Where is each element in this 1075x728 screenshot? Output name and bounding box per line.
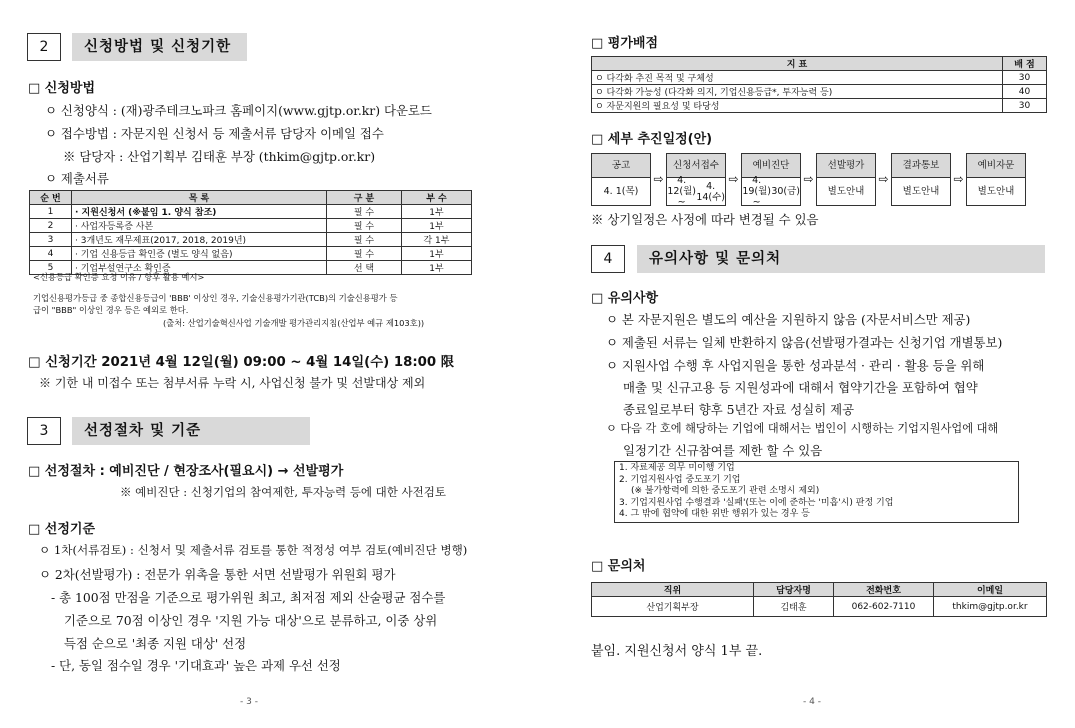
- table-row: [592, 85, 1047, 99]
- section-4-title: 유의사항 및 문의처: [637, 245, 1045, 273]
- flow-date-1: 4. 1: [603, 186, 622, 197]
- flow-step-apply: [666, 153, 726, 206]
- cell: 2: [30, 219, 72, 233]
- documents-header-row: [30, 191, 472, 205]
- cell: 1: [30, 205, 72, 219]
- cell: 062-602-7110: [834, 597, 934, 617]
- documents-header: 부 수: [402, 191, 472, 205]
- caution-2: ㅇ 제출된 서류는 일체 반환하지 않음(선발평가결과는 신청기업 개별통보): [606, 335, 1003, 350]
- score-header: 지 표: [592, 57, 1003, 71]
- flow-date-2: (목): [621, 186, 639, 197]
- restriction-item: (※ 불가항력에 의한 중도포기 관련 소명시 제외): [631, 486, 820, 497]
- arrow-right-icon: ⇨: [878, 172, 889, 186]
- contact-heading: □ 문의처: [591, 559, 646, 574]
- flow-title-1: 신청서: [673, 160, 701, 171]
- section-2-number: 2: [27, 33, 61, 61]
- criteria-4: 기준으로 70점 이상인 경우 '지원 가능 대상'으로 분류하고, 이중 상위: [64, 613, 438, 628]
- score-header-row: [592, 57, 1047, 71]
- score-header: 배 점: [1003, 57, 1047, 71]
- schedule-flow: [591, 153, 1026, 206]
- cell: 각 1부: [402, 233, 472, 247]
- cell: · 기업 신용등급 확인증 (별도 양식 없음): [72, 247, 327, 261]
- flow-step-date: [667, 175, 726, 208]
- section-2-title: 신청방법 및 신청기한: [72, 33, 247, 61]
- caution-3b: 매출 및 신규고용 등 지원성과에 대해서 협약기간을 포함하여 협약: [623, 380, 978, 395]
- caution-4a: ㅇ 다음 각 호에 해당하는 기업에 대해서는 법인이 시행하는 기업지원사업에 대해: [606, 422, 999, 435]
- contact-table: [591, 582, 1047, 617]
- restriction-box: [614, 461, 1019, 523]
- caution-3a: ㅇ 지원사업 수행 후 사업지원을 통한 성과분석 · 관리 · 활용 등을 위해: [606, 358, 985, 373]
- flow-step-date: 별도안내: [902, 186, 940, 197]
- attachment-note: 붙임. 지원신청서 양식 1부 끝.: [591, 644, 763, 659]
- cell: ㅇ 다각화 가능성 (다각화 의지, 기업신용등급*, 투자능력 등): [592, 85, 1003, 99]
- arrow-right-icon: ⇨: [803, 172, 814, 186]
- arrow-right-icon: ⇨: [953, 172, 964, 186]
- credit-note-line-2: 급이 "BBB" 이상인 경우 등은 예외로 한다.: [33, 305, 189, 315]
- score-table: [591, 56, 1047, 113]
- contact-header: 담당자명: [754, 583, 834, 597]
- procedure-heading: □ 선정절차 : 예비진단 / 현장조사(필요시) → 선발평가: [28, 464, 344, 479]
- criteria-6: - 단, 동일 점수일 경우 '기대효과' 높은 과제 우선 선정: [51, 658, 341, 673]
- flow-step-date: 별도안내: [827, 186, 865, 197]
- flow-step-result: [891, 153, 951, 206]
- criteria-5: 득점 순으로 '최종 지원 대상' 선정: [64, 636, 247, 651]
- cell: 1부: [402, 261, 472, 275]
- cell: 필 수: [327, 233, 402, 247]
- cell: 선 택: [327, 261, 402, 275]
- cell: 필 수: [327, 205, 402, 219]
- cell: 필 수: [327, 219, 402, 233]
- method-form: ㅇ 신청양식 : (재)광주테크노파크 홈페이지(www.gjtp.or.kr) 다운로드: [45, 103, 432, 118]
- flow-step-consulting: [966, 153, 1026, 206]
- method-submit: ㅇ 접수방법 : 자문지원 신청서 등 제출서류 담당자 이메일 접수: [45, 126, 384, 141]
- page-4: [538, 0, 1075, 728]
- section-4-number: 4: [591, 245, 625, 273]
- restriction-item: 3. 기업지원사업 수행결과 '실패'(또는 이에 준하는 '미흡'시) 판정 기업: [619, 497, 894, 508]
- arrow-right-icon: ⇨: [728, 172, 739, 186]
- cell: 1부: [402, 205, 472, 219]
- cell: · 3개년도 재무제표(2017, 2018, 2019년): [72, 233, 327, 247]
- flow-step-date: [592, 178, 650, 205]
- cell: ㅇ 다각화 추진 목적 및 구체성: [592, 71, 1003, 85]
- contact-header: 이메일: [934, 583, 1047, 597]
- section-3-number: 3: [27, 417, 61, 445]
- procedure-note: ※ 예비진단 : 신청기업의 참여제한, 투자능력 등에 대한 사전검토: [120, 485, 446, 499]
- cell: 4: [30, 247, 72, 261]
- restriction-item: 2. 기업지원사업 중도포기 기업: [619, 474, 741, 485]
- contact-header: 전화번호: [834, 583, 934, 597]
- flow-step-title: 공고: [592, 154, 650, 178]
- cell: 1부: [402, 219, 472, 233]
- flow-step-title: 예비자문: [967, 154, 1025, 178]
- cell: 필 수: [327, 247, 402, 261]
- deadline-note: ※ 기한 내 미접수 또는 첨부서류 누락 시, 사업신청 불가 및 선발대상 제외: [39, 376, 426, 390]
- criteria-heading: □ 선정기준: [28, 522, 96, 537]
- flow-date-2: 30(금): [771, 186, 800, 197]
- arrow-right-icon: ⇨: [653, 172, 664, 186]
- schedule-heading: □ 세부 추진일정(안): [591, 132, 713, 147]
- flow-step-date: [742, 175, 800, 208]
- deadline-heading: □ 신청기간 2021년 4월 12일(월) 09:00 ~ 4월 14일(수) 18:00 限: [28, 355, 455, 370]
- contact-header: 직위: [592, 583, 754, 597]
- table-row: [592, 99, 1047, 113]
- criteria-2: ㅇ 2차(선발평가) : 전문가 위촉을 통한 서면 선발평가 위원회 평가: [39, 567, 396, 582]
- criteria-3: - 총 100점 만점을 기준으로 평가위원 최고, 최저점 제외 산술평균 점수를: [51, 590, 446, 605]
- documents-header: 순 번: [30, 191, 72, 205]
- flow-step-title: 결과통보: [892, 154, 950, 178]
- table-row: [30, 205, 472, 219]
- flow-step-title: 선발평가: [817, 154, 875, 178]
- method-contact: ※ 담당자 : 산업기획부 김태훈 부장 (thkim@gjtp.or.kr): [63, 149, 376, 164]
- credit-note-source: (출처: 산업기술혁신사업 기술개발 평가관리지침(산업부 예규 제103호)): [163, 318, 425, 328]
- table-row: [30, 219, 472, 233]
- method-docs: ㅇ 제출서류: [45, 171, 109, 186]
- credit-note-line-1: 기업신용평가등급 중 종합신용등급이 'BBB' 이상인 경우, 기술신용평가기관(TCB)의 기술신용평가 등: [33, 293, 398, 303]
- flow-date-1: 4. 12(월) ~: [667, 175, 696, 208]
- cell: 5: [30, 261, 72, 275]
- cell: ㅇ 자문지원의 필요성 및 타당성: [592, 99, 1003, 113]
- flow-title-2: 접수: [700, 160, 719, 171]
- flow-step-prediagnosis: [741, 153, 801, 206]
- flow-date-2: 4. 14(수): [696, 180, 726, 203]
- documents-header: 구 분: [327, 191, 402, 205]
- table-row: [30, 233, 472, 247]
- page-number: - 3 -: [240, 697, 258, 707]
- caution-4b: 일정기간 신규참여를 제한 할 수 있음: [623, 443, 823, 458]
- caution-heading: □ 유의사항: [591, 291, 659, 306]
- flow-step-date: 별도안내: [977, 186, 1015, 197]
- flow-step-announce: [591, 153, 651, 206]
- cell: · 기업부설연구소 확인증: [72, 261, 327, 275]
- cell: 40: [1003, 85, 1047, 99]
- restriction-item: 1. 자료제공 의무 미이행 기업: [619, 463, 735, 473]
- caution-1: ㅇ 본 자문지원은 별도의 예산을 지원하지 않음 (자문서비스만 제공): [606, 312, 971, 327]
- contact-header-row: [592, 583, 1047, 597]
- schedule-note: ※ 상기일정은 사정에 따라 변경될 수 있음: [591, 212, 819, 227]
- method-heading: □ 신청방법: [28, 81, 96, 96]
- cell: · 지원신청서 (※붙임 1. 양식 참조): [72, 205, 327, 219]
- restriction-item: 4. 그 밖에 협약에 대한 위반 행위가 있는 경우 등: [619, 509, 810, 520]
- documents-header: 목 록: [72, 191, 327, 205]
- caution-3c: 종료일로부터 향후 5년간 자료 성실히 제공: [623, 402, 855, 417]
- documents-table: [29, 190, 472, 275]
- cell: · 사업자등록증 사본: [72, 219, 327, 233]
- table-row: [592, 597, 1047, 617]
- cell: 1부: [402, 247, 472, 261]
- cell: 3: [30, 233, 72, 247]
- cell: 산업기획부장: [592, 597, 754, 617]
- cell: 30: [1003, 99, 1047, 113]
- cell: 김태훈: [754, 597, 834, 617]
- cell: 30: [1003, 71, 1047, 85]
- credit-note-heading: <신용등급 확인증 요청 이유 / 향후 활용 예시>: [33, 272, 205, 282]
- page-number: - 4 -: [803, 697, 821, 707]
- flow-step-title: 예비진단: [742, 154, 800, 178]
- email-link[interactable]: thkim@gjtp.or.kr: [934, 597, 1047, 617]
- score-heading: □ 평가배점: [591, 36, 659, 51]
- page-3: [0, 0, 537, 728]
- flow-step-selection: [816, 153, 876, 206]
- table-row: [592, 71, 1047, 85]
- flow-date-1: 4. 19(월) ~: [742, 175, 771, 208]
- section-3-title: 선정절차 및 기준: [72, 417, 310, 445]
- table-row: [30, 247, 472, 261]
- criteria-1: ㅇ 1차(서류검토) : 신청서 및 제출서류 검토를 통한 적정성 여부 검토(예비진단 병행): [39, 543, 468, 557]
